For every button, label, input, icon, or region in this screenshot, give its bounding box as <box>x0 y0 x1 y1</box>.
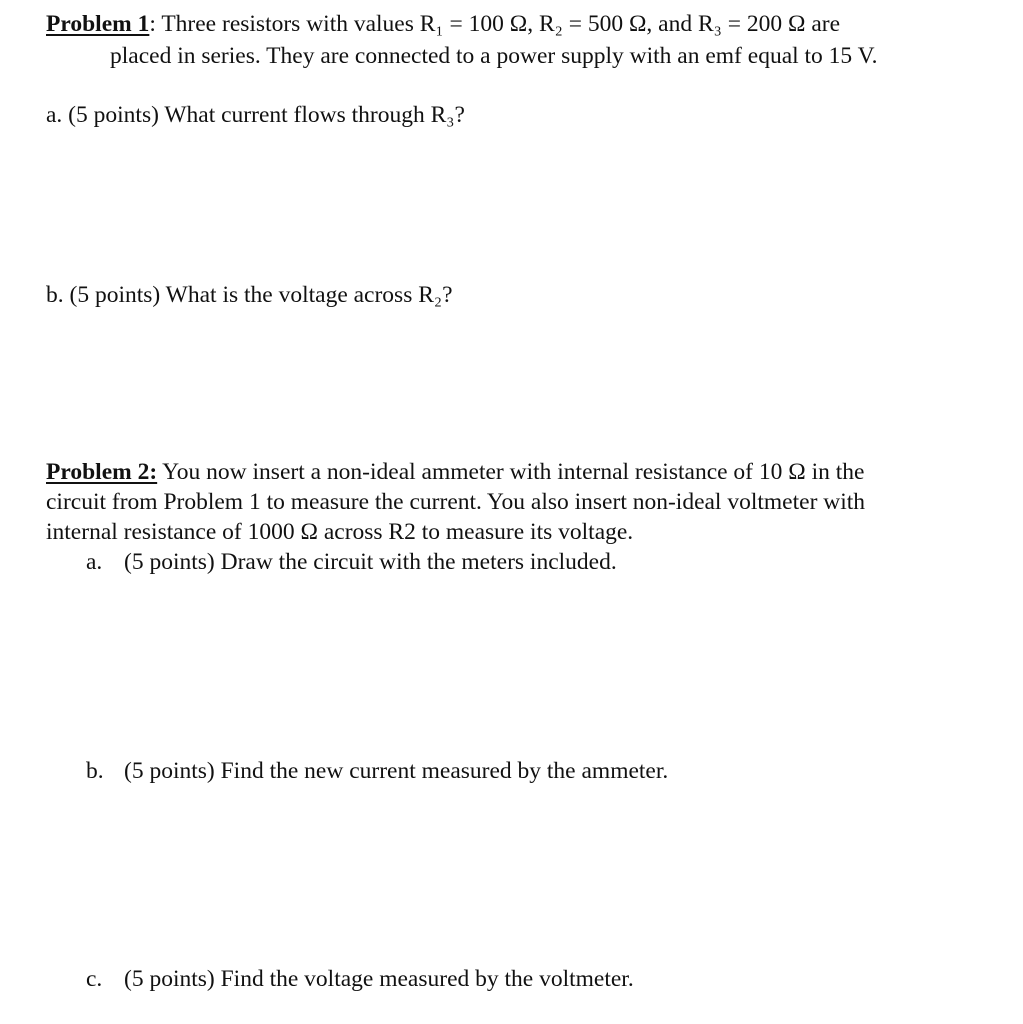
problem2-part-c <box>86 965 634 993</box>
problem1-statement-line2: placed in series. They are connected to a power supply with an emf equal to 15 V. <box>110 43 878 69</box>
problem1-part-b: b. (5 points) What is the voltage across R₂? <box>46 282 453 308</box>
problem2-part-b-text: (5 points) Find the new current measured by the ammeter. <box>124 758 669 784</box>
problem2-part-b-marker: b. <box>86 758 104 784</box>
problem1-heading-colon: : <box>149 11 156 37</box>
problem2-part-c-text: (5 points) Find the voltage measured by the voltmeter. <box>124 966 634 992</box>
problem2-part-a-text: (5 points) Draw the circuit with the meters included. <box>124 549 617 575</box>
problem2-part-b <box>86 757 668 785</box>
problem1-statement-line1 <box>46 10 840 38</box>
problem2-part-a-marker: a. <box>86 549 103 575</box>
problem2-statement-line1 <box>46 458 864 486</box>
problem2-part-a <box>86 548 617 576</box>
problem1-heading: Problem 1 <box>46 11 150 37</box>
problem2-part-c-marker: c. <box>86 966 103 992</box>
problem2-statement-line2: circuit from Problem 1 to measure the current. You also insert non-ideal voltmeter with <box>46 489 866 515</box>
problem1-statement-text1: Three resistors with values R₁ = 100 Ω, R₂ = 500 Ω, and R₃ = 200 Ω are <box>155 11 841 37</box>
problem2-statement-line3: internal resistance of 1000 Ω across R2 to measure its voltage. <box>46 519 634 545</box>
problem2-statement-text1: You now insert a non-ideal ammeter with internal resistance of 10 Ω in the <box>157 459 865 485</box>
problem1-part-a: a. (5 points) What current flows through R₃? <box>46 102 465 128</box>
problem2-heading: Problem 2: <box>46 459 158 485</box>
